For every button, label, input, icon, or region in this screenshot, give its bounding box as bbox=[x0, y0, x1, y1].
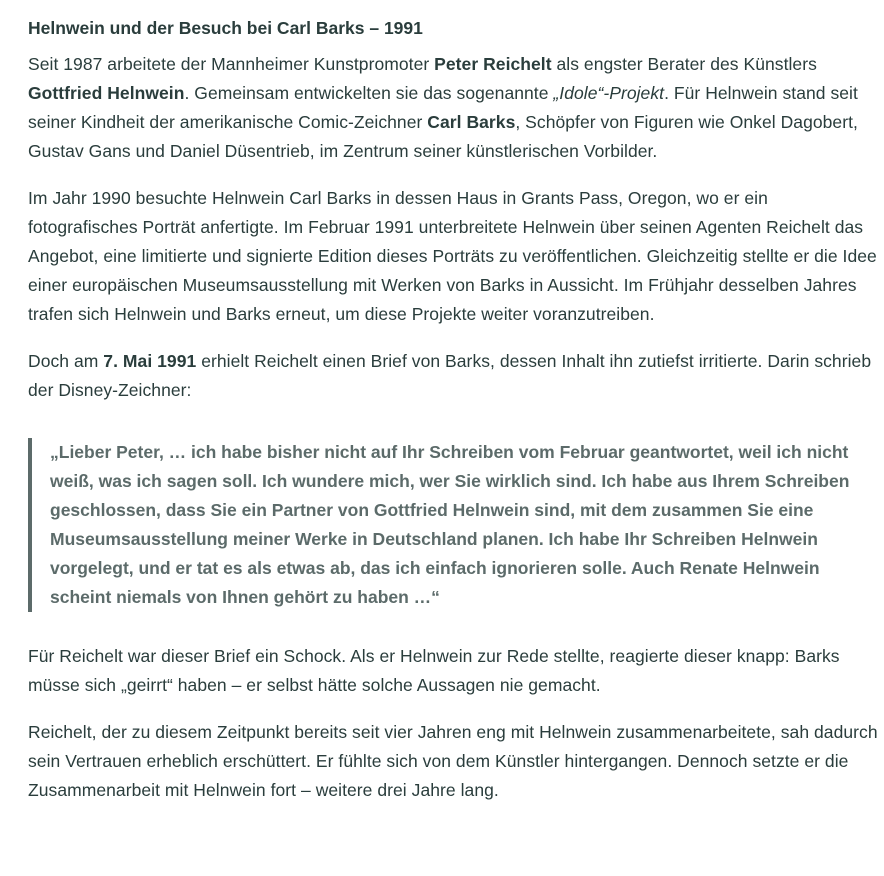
paragraph-text: Seit 1987 arbeitete der Mannheimer Kunstpromoter bbox=[28, 54, 435, 74]
paragraph-text: Doch am bbox=[28, 351, 104, 371]
paragraph-letter-intro bbox=[28, 347, 878, 405]
italic-project-name: „Idole“-Projekt bbox=[553, 83, 665, 103]
paragraph-text: . Gemeinsam entwickelten sie das sogenannte bbox=[184, 83, 554, 103]
bold-name-gottfried-helnwein: Gottfried Helnwein bbox=[28, 83, 185, 103]
paragraph-text: , Schöpfer von Figuren wie Onkel Dagobert, Gustav Gans und Daniel Düsentrieb, im Zentrum seiner künstlerischen Vorbilder. bbox=[28, 112, 858, 161]
bold-name-carl-barks: Carl Barks bbox=[427, 112, 516, 132]
paragraph-reaction: Für Reichelt war dieser Brief ein Schock. Als er Helnwein zur Rede stellte, reagierte dieser knapp: Barks müsse sich „geirrt“ haben – er selbst hätte solche Aussagen nie gemacht. bbox=[28, 646, 840, 695]
paragraph-text: . Für Helnwein stand seit seiner Kindheit der amerikanische Comic-Zeichner bbox=[28, 83, 858, 132]
bold-date: 7. Mai 1991 bbox=[103, 351, 197, 371]
paragraph-conclusion: Reichelt, der zu diesem Zeitpunkt bereits seit vier Jahren eng mit Helnwein zusammenarbeitete, sah dadurch sein Vertrauen erheblich erschüttert. Er fühlte sich von dem Künstler hintergangen. Dennoch setzte er die Zusammenarbeit mit Helnwein fort – weitere drei Jahre lang. bbox=[28, 722, 878, 800]
letter-blockquote bbox=[28, 438, 878, 612]
blockquote-text: „Lieber Peter, … ich habe bisher nicht auf Ihr Schreiben vom Februar geantwortet, weil ich nicht weiß, was ich sagen soll. Ich wundere mich, wer Sie wirklich sind. Ich habe aus Ihrem Schreiben geschlossen, dass Sie ein Partner von Gottfried Helnwein sind, mit dem zusammen Sie eine Museumsausstellung meiner Werke in Deutschland planen. Ich habe Ihr Schreiben Helnwein vorgelegt, und er tat es als etwas ab, das ich einfach ignorieren solle. Auch Renate Helnwein scheint niemals von Ihnen gehört zu haben …“ bbox=[50, 442, 850, 607]
paragraph-text: als engster Berater des Künstlers bbox=[551, 54, 817, 74]
paragraph-visit: Im Jahr 1990 besuchte Helnwein Carl Barks in dessen Haus in Grants Pass, Oregon, wo er ein fotografisches Porträt anfertigte. Im Februar 1991 unterbreitete Helnwein über seinen Agenten Reichelt das Angebot, eine limitierte und signierte Edition dieses Porträts zu veröffentlichen. Gleichzeitig stellte er die Idee einer europäischen Museumsausstellung mit Werken von Barks in Aussicht. Im Frühjahr desselben Jahres trafen sich Helnwein und Barks erneut, um diese Projekte weiter voranzutreiben. bbox=[28, 188, 877, 324]
paragraph-intro bbox=[28, 50, 878, 166]
paragraph-text: erhielt Reichelt einen Brief von Barks, dessen Inhalt ihn zutiefst irritierte. Darin schrieb der Disney-Zeichner: bbox=[28, 351, 872, 400]
article-heading: Helnwein und der Besuch bei Carl Barks – 1991 bbox=[28, 18, 423, 38]
bold-name-peter-reichelt: Peter Reichelt bbox=[434, 54, 552, 74]
